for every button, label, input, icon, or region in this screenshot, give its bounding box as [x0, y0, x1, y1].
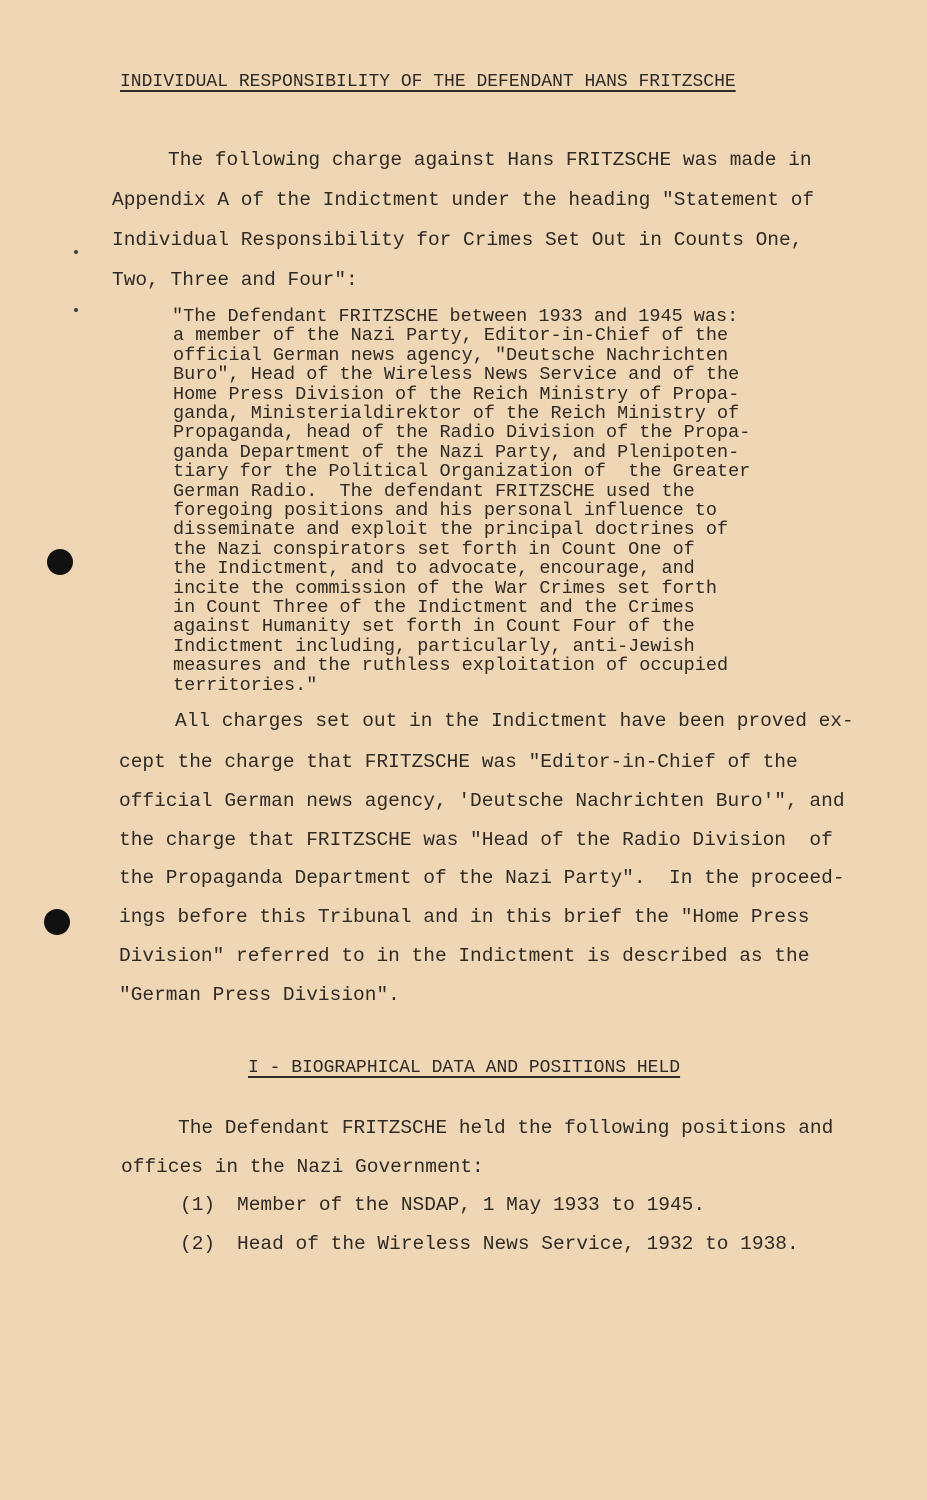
position-number: (2) [180, 1233, 216, 1255]
intro-line: Two, Three and Four": [112, 269, 358, 291]
quote-line: a member of the Nazi Party, Editor-in-Chief of the [173, 325, 729, 347]
quote-line: Buro", Head of the Wireless News Service and of the [173, 364, 740, 386]
intro-line: Appendix A of the Indictment under the heading "Statement of [112, 189, 815, 211]
body-line: cept the charge that FRITZSCHE was "Editor-in-Chief of the [119, 751, 798, 773]
quote-line: ganda Department of the Nazi Party, and Plenipoten- [173, 441, 740, 463]
quote-line: German Radio. The defendant FRITZSCHE used the [173, 480, 695, 502]
quote-line: territories." [173, 674, 318, 696]
quote-line: against Humanity set forth in Count Four of the [173, 616, 695, 638]
section-heading: I - BIOGRAPHICAL DATA AND POSITIONS HELD [248, 1058, 681, 1078]
body-line: the charge that FRITZSCHE was "Head of the Radio Division of [119, 829, 833, 851]
body-line: ings before this Tribunal and in this brief the "Home Press [119, 906, 810, 928]
section-intro-line: offices in the Nazi Government: [121, 1156, 484, 1178]
paper-mark [74, 308, 78, 312]
body-line: All charges set out in the Indictment have been proved ex- [175, 710, 854, 732]
quote-line: the Nazi conspirators set forth in Count One of [173, 538, 695, 560]
document-title: INDIVIDUAL RESPONSIBILITY OF THE DEFENDANT HANS FRITZSCHE [120, 72, 736, 92]
quote-line: ganda, Ministerialdirektor of the Reich Ministry of [173, 403, 740, 424]
intro-line: The following charge against Hans FRITZSCHE was made in [168, 149, 812, 171]
body-line: official German news agency, 'Deutsche Nachrichten Buro'", and [119, 790, 845, 812]
quote-line: disseminate and exploit the principal doctrines of [173, 519, 729, 541]
quote-line: "The Defendant FRITZSCHE between 1933 and 1945 was: [172, 306, 739, 327]
quote-line: tiary for the Political Organization of the Greater [173, 461, 751, 483]
body-line: Division" referred to in the Indictment is described as the [119, 945, 810, 967]
body-line: "German Press Division". [119, 984, 400, 1006]
body-line: the Propaganda Department of the Nazi Party". In the proceed- [119, 867, 845, 889]
position-text: Head of the Wireless News Service, 1932 to 1938. [237, 1233, 799, 1255]
quote-line: official German news agency, "Deutsche Nachrichten [173, 344, 729, 366]
quote-line: Propaganda, head of the Radio Division of the Propa- [173, 422, 751, 444]
quote-line: Indictment including, particularly, anti-Jewish [173, 635, 695, 657]
punch-hole [44, 909, 70, 935]
section-intro-line: The Defendant FRITZSCHE held the following positions and [178, 1117, 834, 1139]
quote-line: the Indictment, and to advocate, encourage, and [173, 558, 695, 580]
quote-line: incite the commission of the War Crimes set forth [173, 577, 717, 599]
intro-line: Individual Responsibility for Crimes Set Out in Counts One, [112, 229, 803, 251]
quote-line: measures and the ruthless exploitation of occupied [173, 655, 729, 677]
quote-line: Home Press Division of the Reich Ministry of Propa- [173, 383, 740, 405]
paper-mark [74, 250, 78, 254]
punch-hole [47, 549, 73, 575]
position-number: (1) [180, 1194, 216, 1216]
quote-line: foregoing positions and his personal influence to [173, 500, 717, 521]
quote-line: in Count Three of the Indictment and the Crimes [173, 597, 695, 618]
position-text: Member of the NSDAP, 1 May 1933 to 1945. [237, 1194, 706, 1216]
